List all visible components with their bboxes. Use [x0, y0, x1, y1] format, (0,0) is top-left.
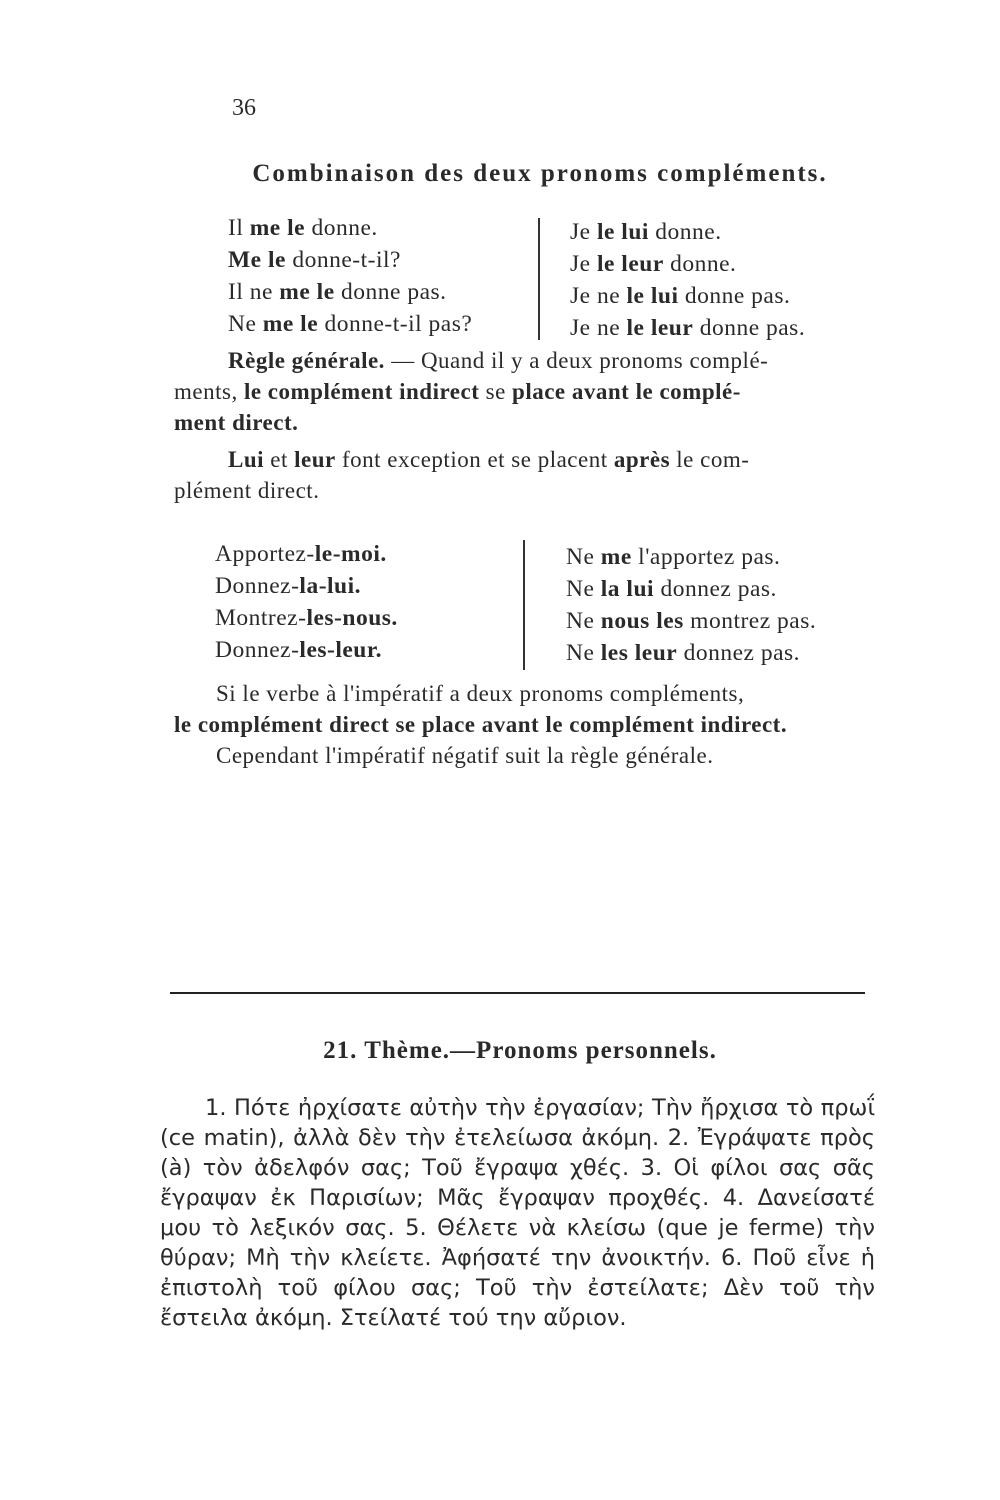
plain-text: plément direct.	[174, 478, 320, 503]
theme-title: 21. Thème.—Pronoms personnels.	[323, 1037, 717, 1064]
emphasis-text: après	[613, 447, 671, 472]
example-text: Ne	[566, 544, 601, 570]
pronoun-pair: me le	[279, 279, 335, 305]
examples-left-1	[228, 212, 472, 340]
example-line	[566, 573, 816, 605]
emphasis-text: ment direct.	[174, 410, 299, 435]
column-divider	[523, 540, 525, 670]
example-text: Je	[570, 219, 597, 245]
theme-paragraph: 1. Πότε ἠρχίσατε αὐτὴν τὴν ἐργασίαν; Τὴν ἤρχισα τὸ πρωΐ (ce matin), ἀλλὰ δὲν τὴν ἐτελείωσα ἀκόμη. 2. Ἐγράψατε πρὸς (à) τὸν ἀδελφόν σας; Τοῦ ἔγραψα χθές. 3. Οἱ φίλοι σας σᾶς ἔγραψαν ἐκ Παρισίων; Μᾶς ἔγραψαν προχθές. 4. Δανείσατέ μου τὸ λεξικόν σας. 5. Θέλετε νὰ κλείσω (que je ferme) τὴν θύραν; Μὴ τὴν κλείετε. Ἀφήσατέ την ἀνοικτήν. 6. Ποῦ εἶνε ἡ ἐπιστολὴ τοῦ φίλου σας; Τοῦ τὴν ἐστείλατε; Δὲν τοῦ τὴν ἔστειλα ἀκόμη. Στείλατέ τού την αὔριον.	[160, 1095, 875, 1331]
rule-line	[174, 407, 768, 438]
pronoun-pair: le leur	[626, 315, 694, 341]
example-text: donne-t-il pas?	[318, 311, 473, 337]
emphasis-text: leur	[294, 447, 336, 472]
section-divider	[170, 992, 865, 994]
rule-line	[174, 709, 787, 740]
pronoun-pair: les leur	[600, 640, 678, 666]
theme-exercise	[160, 1093, 875, 1333]
example-text: donne pas.	[334, 279, 447, 305]
example-text: Je ne	[570, 283, 627, 309]
pronoun-pair: me	[600, 544, 632, 570]
examples-left-2	[215, 538, 398, 666]
example-line	[228, 212, 472, 244]
column-divider	[538, 218, 540, 340]
example-line	[566, 541, 816, 573]
example-text: Ne	[566, 576, 601, 602]
example-text: donne pas.	[678, 283, 791, 309]
rule-line	[174, 376, 768, 407]
pronoun-pair: me le	[249, 215, 306, 241]
pronoun-pair: le leur	[596, 251, 664, 277]
plain-text: ments,	[174, 379, 244, 404]
rule-line	[174, 444, 749, 475]
example-line	[570, 248, 805, 280]
example-text: Ne	[228, 311, 263, 337]
example-text: Montrez-	[215, 605, 307, 631]
example-line	[570, 280, 805, 312]
emphasis-text: place avant le complé-	[512, 379, 741, 404]
pronoun-pair: les-leur.	[299, 637, 383, 663]
rule-line	[174, 475, 749, 506]
emphasis-text: Règle générale.	[228, 348, 385, 373]
example-line	[215, 538, 398, 570]
example-line	[566, 637, 816, 669]
example-text: donne.	[305, 215, 378, 241]
emphasis-text: le complément direct se place avant le complément indirect.	[174, 712, 788, 737]
pronoun-pair: Me le	[228, 247, 286, 273]
plain-text: Si le verbe à l'impératif a deux pronoms compléments,	[216, 681, 745, 706]
example-text: Donnez-	[215, 637, 300, 663]
example-text: Il	[228, 215, 250, 241]
rule-line	[174, 740, 787, 771]
example-line	[228, 244, 472, 276]
example-line	[215, 602, 398, 634]
emphasis-text: Lui	[228, 447, 265, 472]
example-text: donne pas.	[693, 315, 806, 341]
examples-right-2	[566, 541, 816, 669]
pronoun-pair: nous les	[600, 608, 684, 634]
example-line	[570, 216, 805, 248]
pronoun-pair: me le	[262, 311, 319, 337]
example-text: Je	[570, 251, 597, 277]
plain-text: et	[264, 447, 295, 472]
example-line	[228, 308, 472, 340]
plain-text: se	[479, 379, 513, 404]
pronoun-pair: le-moi.	[314, 541, 387, 567]
pronoun-pair: le lui	[626, 283, 679, 309]
rule-line	[174, 678, 787, 709]
plain-text: font exception et se placent	[335, 447, 614, 472]
pronoun-pair: la lui	[600, 576, 655, 602]
plain-text: le com-	[670, 447, 750, 472]
example-text: donne.	[663, 251, 737, 277]
examples-right-1	[570, 216, 805, 344]
rule-exception	[174, 444, 749, 506]
example-text: Ne	[566, 640, 601, 666]
example-line	[215, 570, 398, 602]
plain-text: — Quand il y a deux pronoms complé-	[384, 348, 769, 373]
section-title: Combinaison des deux pronoms compléments.	[252, 160, 828, 187]
emphasis-text: le complément indirect	[243, 379, 480, 404]
example-text: Apportez-	[215, 541, 315, 567]
example-text: donnez pas.	[654, 576, 777, 602]
pronoun-pair: les-nous.	[306, 605, 398, 631]
example-text: Donnez-	[215, 573, 300, 599]
pronoun-pair: la-lui.	[299, 573, 362, 599]
example-text: donnez pas.	[677, 640, 801, 666]
pronoun-pair: le lui	[596, 219, 649, 245]
plain-text: Cependant l'impératif négatif suit la règle générale.	[216, 743, 714, 768]
rule-line	[174, 345, 768, 376]
example-text: Je ne	[570, 315, 627, 341]
example-line	[228, 276, 472, 308]
example-line	[566, 605, 816, 637]
example-text: l'apportez pas.	[631, 544, 781, 570]
example-text: donne-t-il?	[285, 247, 401, 273]
example-line	[570, 312, 805, 344]
rule-general	[174, 345, 768, 438]
rule-imperative	[174, 678, 787, 771]
example-text: Ne	[566, 608, 601, 634]
page-number: 36	[232, 95, 256, 121]
example-text: Il ne	[228, 279, 280, 305]
example-line	[215, 634, 398, 666]
example-text: donne.	[648, 219, 722, 245]
example-text: montrez pas.	[683, 608, 817, 634]
